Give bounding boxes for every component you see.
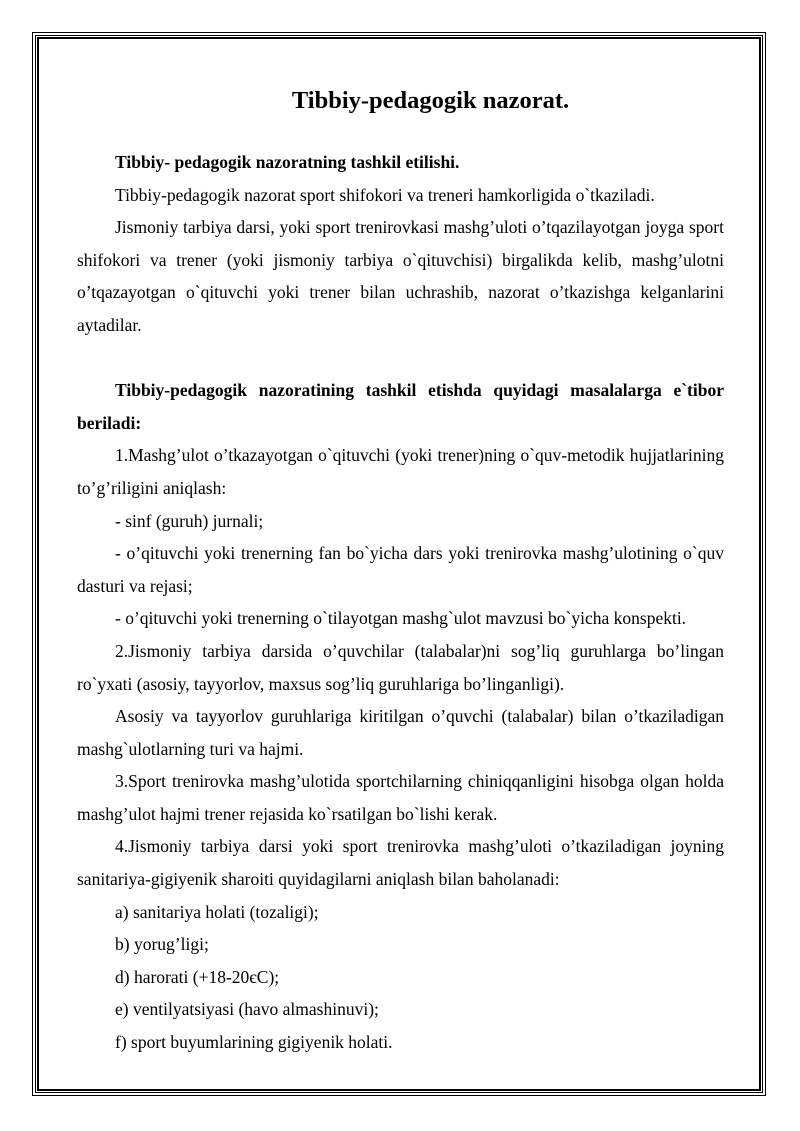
list-item-3: 3.Sport trenirovka mashg’ulotida sportchilarning chiniqqanligini hisobga olgan holda mashg’ulot hajmi trener rejasida ko`rsatilgan bo`lishi kerak. <box>77 771 724 824</box>
list-item-4: 4.Jismoniy tarbiya darsi yoki sport trenirovka mashg’uloti o’tkaziladigan joyning sanitariya-gigiyenik sharoiti quyidagilarni aniqlash bilan baholanadi: <box>77 836 724 890</box>
list-item-2: 2.Jismoniy tarbiya darsida o’quvchilar (talabalar)ni sog’liq guruhlarga bo’lingan ro`yxati (asosiy, tayyorlov, maxsus sog’liq guruhlariga bo’linganligi). <box>77 640 724 694</box>
list-subitem-curriculum: - o’qituvchi yoki trenerning fan bo`yicha dars yoki trenirovka mashg’ulotining o`quv dasturi va rejasi; <box>77 543 724 596</box>
list-item-1: 1.Mashg’ulot o’tkazayotgan o`qituvchi (yoki trener)ning o`quv-metodik hujjatlarining to’g’riligini aniqlash: <box>77 445 724 498</box>
list-subitem-synopsis: - o’qituvchi yoki trenerning o`tilayotgan mashg`ulot mavzusi bo`yicha konspekti. <box>115 608 687 629</box>
paragraph-cooperation: Tibbiy-pedagogik nazorat sport shifokori va treneri hamkorligida o`tkaziladi. <box>115 184 655 205</box>
list-subitem-equipment: f) sport buyumlarining gigiyenik holati. <box>115 1032 393 1053</box>
list-item-2-note: Asosiy va tayyorlov guruhlariga kiritilgan o’quvchi (talabalar) bilan o’tkaziladigan mashg`ulotlarning turi va hajmi. <box>77 706 724 759</box>
section-heading-organization: Tibbiy- pedagogik nazoratning tashkil etilishi. <box>115 152 460 172</box>
document-body <box>77 70 724 1059</box>
list-subitem-temperature: d) harorati (+18-20єC); <box>115 966 280 987</box>
list-subitem-ventilation: e) ventilyatsiyasi (havo almashinuvi); <box>115 999 379 1020</box>
list-subitem-sanitary: a) sanitariya holati (tozaligi); <box>115 901 319 922</box>
list-subitem-journal: - sinf (guruh) jurnali; <box>115 510 264 531</box>
section-heading-issues: Tibbiy-pedagogik nazoratining tashkil etishda quyidagi masalalarga e`tibor beriladi: <box>77 380 724 433</box>
list-subitem-lighting: b) yorug’ligi; <box>115 934 209 955</box>
paragraph-visit: Jismoniy tarbiya darsi, yoki sport trenirovkasi mashg’uloti o’tqazilayotgan joyga sport shifokori va trener (yoki jismoniy tarbiya o`qituvchisi) birgalikda kelib, mashg’ulotni o’tqazayotgan o`qituvchi yoki trener bilan uchrashib, nazorat o’tkazishga kelganlarini aytadilar. <box>77 217 724 335</box>
document-title: Tibbiy-pedagogik nazorat. <box>291 87 570 114</box>
